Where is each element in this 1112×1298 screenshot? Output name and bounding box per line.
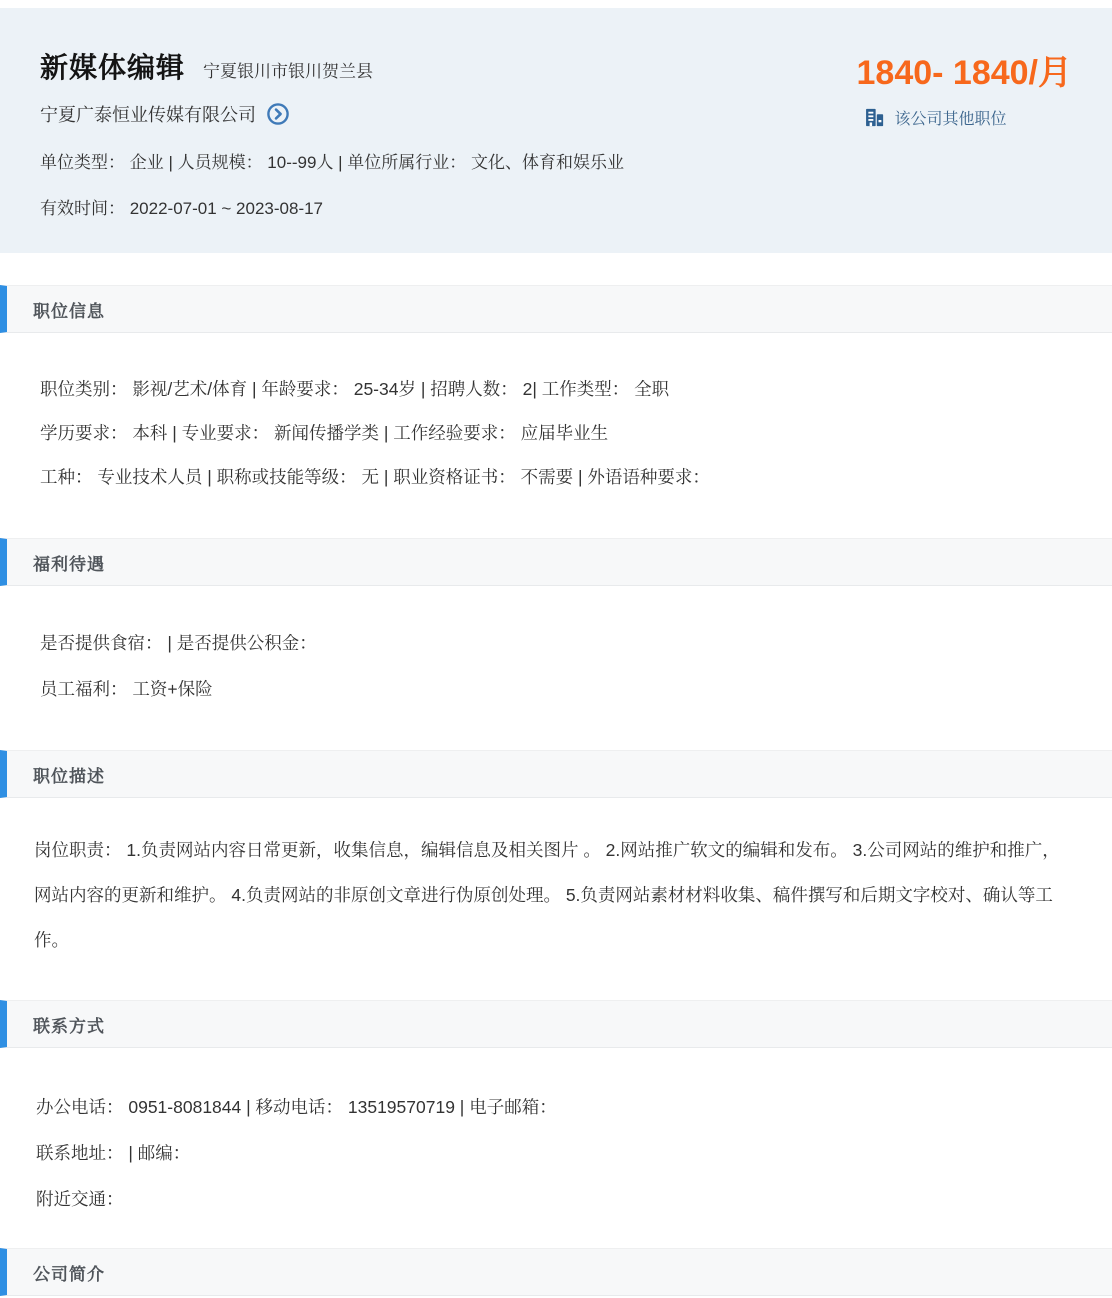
- job-header: [0, 8, 1112, 253]
- section-header-job-info: [0, 285, 1112, 333]
- section-job-info: [0, 285, 1112, 499]
- job-info-row: 职位类别： 影视/艺术/体育 | 年龄要求： 25-34岁 | 招聘人数： 2| 工作类型： 全职: [40, 379, 670, 399]
- company-meta-line: 单位类型： 企业 | 人员规模： 10--99人 | 单位所属行业： 文化、体育和娱乐业: [40, 153, 625, 172]
- company-name[interactable]: 宁夏广泰恒业传媒有限公司: [40, 105, 256, 125]
- section-description: [0, 750, 1112, 963]
- section-contact: [0, 1000, 1112, 1222]
- section-header-company-profile: [0, 1248, 1112, 1296]
- section-company-profile: [0, 1248, 1112, 1296]
- job-detail-page: [0, 8, 1112, 1296]
- section-welfare: [0, 538, 1112, 712]
- section-header-description: [0, 750, 1112, 798]
- section-title: 职位信息: [33, 301, 105, 321]
- section-body-job-info: [0, 333, 1112, 499]
- section-title: 福利待遇: [33, 554, 105, 574]
- section-title: 联系方式: [33, 1016, 105, 1036]
- chevron-right-circle-icon[interactable]: [266, 102, 290, 126]
- welfare-row: 是否提供食宿： | 是否提供公积金：: [40, 633, 317, 653]
- section-body-description: [0, 798, 1112, 963]
- job-info-row: 工种： 专业技术人员 | 职称或技能等级： 无 | 职业资格证书： 不需要 | 外语语种要求：: [40, 467, 710, 487]
- other-jobs-link[interactable]: [863, 106, 1007, 129]
- section-header-contact: [0, 1000, 1112, 1048]
- section-title: 职位描述: [33, 766, 105, 786]
- job-info-row: 学历要求： 本科 | 专业要求： 新闻传播学类 | 工作经验要求： 应届毕业生: [40, 423, 609, 443]
- contact-row: 办公电话： 0951-8081844 | 移动电话： 13519570719 | 电子邮箱：: [36, 1097, 557, 1117]
- job-header-right: [857, 54, 1073, 129]
- job-location: 宁夏银川市银川贺兰县: [203, 62, 374, 81]
- section-body-welfare: [0, 586, 1112, 712]
- section-title: 公司简介: [33, 1264, 105, 1284]
- contact-row: 附近交通：: [36, 1189, 124, 1209]
- job-title: 新媒体编辑: [40, 52, 186, 83]
- building-icon: [863, 106, 886, 129]
- salary-text: 1840- 1840/月: [856, 54, 1072, 92]
- validity-period-line: 有效时间： 2022-07-01 ~ 2023-08-17: [40, 199, 324, 218]
- other-jobs-label[interactable]: 该公司其他职位: [894, 111, 1007, 128]
- section-header-welfare: [0, 538, 1112, 586]
- contact-row: 联系地址： | 邮编：: [36, 1143, 191, 1163]
- job-description-text: 岗位职责： 1.负责网站内容日常更新，收集信息，编辑信息及相关图片 。 2.网站推广软文的编辑和发布。 3.公司网站的维护和推广，网站内容的更新和维护。 4.负责网站的非原创文章进行伪原创处理。 5.负责网站素材材料收集、稿件撰写和后期文字校对、确认等工作。: [34, 840, 1060, 950]
- company-link[interactable]: [40, 101, 290, 127]
- welfare-row: 员工福利： 工资+保险: [40, 679, 213, 699]
- section-body-contact: [0, 1048, 1112, 1222]
